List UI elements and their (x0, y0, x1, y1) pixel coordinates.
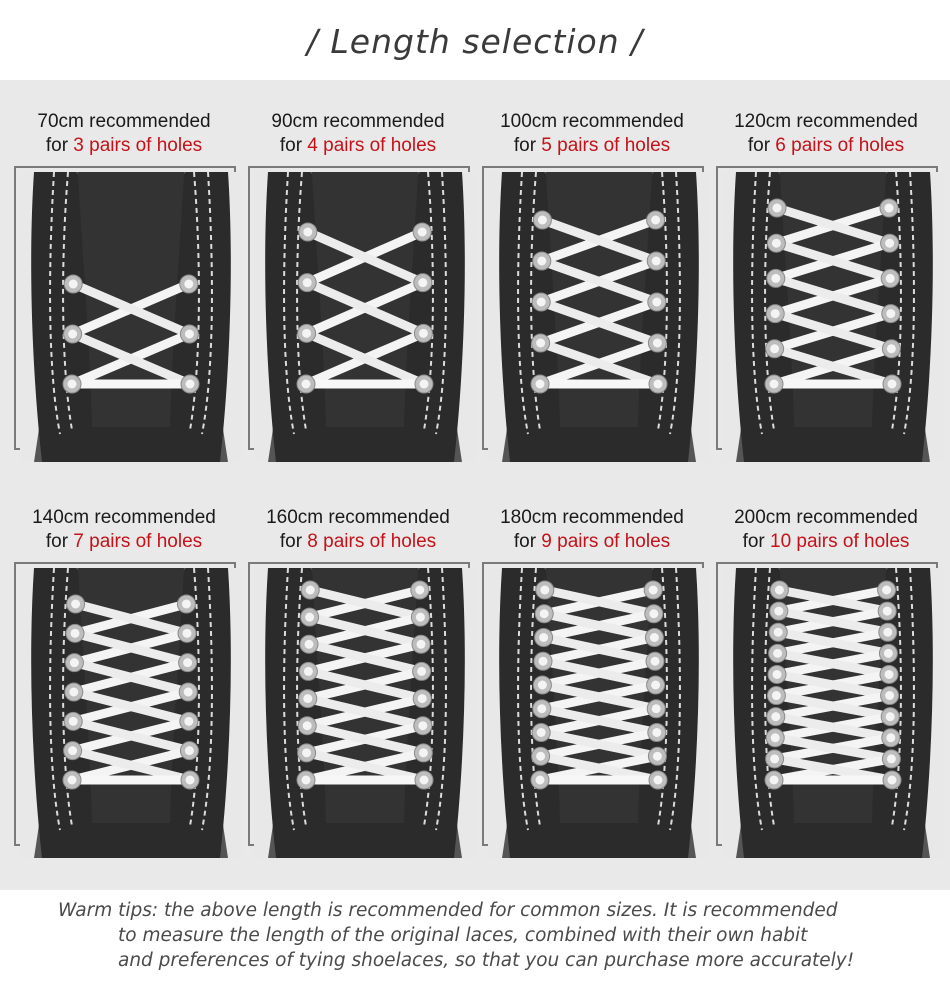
eyelet-hole (887, 754, 896, 763)
eyelet-hole (302, 329, 311, 338)
eyelet-hole (886, 733, 895, 742)
length-caption (10, 506, 238, 554)
eyelet-hole (69, 717, 78, 726)
eyelet-hole (537, 728, 546, 737)
eyelet-hole (419, 329, 428, 338)
eyelet-hole (537, 704, 546, 713)
for-label: for (742, 531, 771, 552)
recommended-length: 70cm recommended (37, 111, 211, 132)
for-label: for (45, 135, 74, 156)
hole-count-line (244, 134, 472, 158)
pairs-of-holes: 7 pairs of holes (73, 531, 203, 552)
eyelet-hole (650, 633, 659, 642)
eyelet-hole (185, 746, 194, 755)
shoe-illustration (722, 172, 944, 462)
eyelet-hole (770, 754, 779, 763)
eyelet-hole (775, 586, 784, 595)
eyelet-hole (773, 670, 782, 679)
eyelet-hole (886, 712, 895, 721)
length-card (10, 110, 238, 490)
eyelet-hole (183, 629, 192, 638)
eyelet-hole (303, 278, 312, 287)
length-card (10, 506, 238, 886)
eyelet-hole (71, 629, 80, 638)
length-card (712, 506, 940, 886)
eyelet-hole (771, 733, 780, 742)
hole-count-line (10, 134, 238, 158)
eyelet-hole (538, 681, 547, 690)
tips-line-1: Warm tips: the above length is recommended for common sizes. It is recommended (58, 900, 838, 921)
recommended-length: 120cm recommended (734, 111, 918, 132)
for-label: for (513, 135, 542, 156)
eyelet-hole (302, 776, 311, 785)
eyelet-hole (883, 628, 892, 637)
shoe-icon (20, 568, 242, 858)
pairs-of-holes: 10 pairs of holes (770, 531, 910, 552)
shoe-illustration (488, 568, 710, 858)
length-caption (712, 506, 940, 554)
eyelet-hole (772, 239, 781, 248)
eyelet-hole (538, 216, 547, 225)
eyelet-hole (771, 712, 780, 721)
eyelet-hole (536, 380, 545, 389)
length-caption (712, 110, 940, 158)
eyelet-hole (302, 380, 311, 389)
length-card (478, 110, 706, 490)
eyelet-hole (69, 280, 78, 289)
eyelet-hole (186, 380, 195, 389)
eyelet-hole (773, 649, 782, 658)
eyelet-hole (653, 339, 662, 348)
length-caption (10, 110, 238, 158)
eyelet-hole (306, 586, 315, 595)
eyelet-hole (772, 691, 781, 700)
eyelet-hole (883, 607, 892, 616)
shoe-tongue (78, 172, 184, 427)
eyelet-hole (652, 704, 661, 713)
shoe-illustration (20, 172, 242, 462)
eyelet-hole (415, 586, 424, 595)
hole-count-line (712, 530, 940, 554)
eyelet-hole (773, 204, 782, 213)
eyelet-hole (303, 228, 312, 237)
tips-line-3: and preferences of tying shoelaces, so that you can purchase more accurately! (118, 950, 855, 971)
eyelet-hole (885, 670, 894, 679)
hole-count-line (478, 134, 706, 158)
eyelet-hole (69, 688, 78, 697)
eyelet-hole (884, 649, 893, 658)
eyelet-hole (649, 586, 658, 595)
eyelet-hole (70, 658, 79, 667)
eyelet-hole (886, 274, 895, 283)
eyelet-hole (651, 216, 660, 225)
eyelet-hole (888, 380, 897, 389)
pairs-of-holes: 4 pairs of holes (307, 135, 437, 156)
shoe-icon (254, 568, 476, 858)
eyelet-hole (537, 257, 546, 266)
tips-line-2: to measure the length of the original laces, combined with their own habit (118, 925, 808, 946)
for-label: for (279, 531, 308, 552)
shoe-icon (254, 172, 476, 462)
eyelet-hole (417, 667, 426, 676)
eyelet-hole (537, 298, 546, 307)
eyelet-hole (649, 609, 658, 618)
length-caption (478, 110, 706, 158)
eyelet-hole (418, 694, 427, 703)
eyelet-hole (68, 330, 77, 339)
eyelet-hole (539, 633, 548, 642)
eyelet-hole (184, 280, 193, 289)
eyelet-hole (71, 600, 80, 609)
for-label: for (513, 531, 542, 552)
eyelet-hole (420, 776, 429, 785)
eyelet-hole (887, 344, 896, 353)
eyelet-hole (771, 309, 780, 318)
eyelet-hole (186, 776, 195, 785)
shoe-illustration (20, 568, 242, 858)
eyelet-hole (888, 776, 897, 785)
shoe-illustration (488, 172, 710, 462)
recommended-length: 200cm recommended (734, 507, 918, 528)
eyelet-hole (184, 717, 193, 726)
shoe-illustration (722, 568, 944, 858)
eyelet-hole (182, 600, 191, 609)
eyelet-hole (886, 309, 895, 318)
length-caption (244, 506, 472, 554)
eyelet-hole (536, 339, 545, 348)
eyelet-hole (652, 728, 661, 737)
length-caption (244, 110, 472, 158)
eyelet-hole (418, 278, 427, 287)
eyelet-hole (774, 628, 783, 637)
eyelet-hole (885, 239, 894, 248)
eyelet-hole (302, 748, 311, 757)
eyelet-hole (536, 776, 545, 785)
shoe-tongue (312, 172, 418, 427)
eyelet-hole (654, 776, 663, 785)
shoe-icon (722, 568, 944, 858)
eyelet-hole (771, 274, 780, 283)
eyelet-hole (651, 681, 660, 690)
recommended-length: 160cm recommended (266, 507, 450, 528)
shoe-illustration (254, 172, 476, 462)
eyelet-hole (774, 607, 783, 616)
eyelet-hole (652, 257, 661, 266)
hole-count-line (10, 530, 238, 554)
hole-count-line (244, 530, 472, 554)
recommended-length: 90cm recommended (271, 111, 445, 132)
length-card (478, 506, 706, 886)
hole-count-line (478, 530, 706, 554)
eyelet-hole (416, 613, 425, 622)
length-card (244, 110, 472, 490)
eyelet-hole (303, 721, 312, 730)
eyelet-hole (770, 344, 779, 353)
eyelet-hole (653, 752, 662, 761)
length-card (244, 506, 472, 886)
eyelet-hole (304, 667, 313, 676)
pairs-of-holes: 3 pairs of holes (73, 135, 203, 156)
eyelet-hole (184, 688, 193, 697)
length-caption (478, 506, 706, 554)
eyelet-hole (654, 380, 663, 389)
eyelet-hole (418, 228, 427, 237)
shoe-icon (488, 172, 710, 462)
eyelet-hole (419, 748, 428, 757)
eyelet-hole (536, 752, 545, 761)
shoe-illustration (254, 568, 476, 858)
eyelet-hole (652, 298, 661, 307)
eyelet-hole (305, 640, 314, 649)
for-label: for (45, 531, 74, 552)
eyelet-hole (418, 721, 427, 730)
for-label: for (279, 135, 308, 156)
pairs-of-holes: 5 pairs of holes (541, 135, 671, 156)
eyelet-hole (185, 330, 194, 339)
pairs-of-holes: 8 pairs of holes (307, 531, 437, 552)
recommended-length: 100cm recommended (500, 111, 684, 132)
eyelet-hole (420, 380, 429, 389)
eyelet-hole (651, 657, 660, 666)
eyelet-hole (183, 658, 192, 667)
eyelet-hole (68, 746, 77, 755)
eyelet-hole (770, 776, 779, 785)
eyelet-hole (882, 586, 891, 595)
eyelet-hole (539, 657, 548, 666)
eyelet-hole (885, 204, 894, 213)
eyelet-hole (305, 613, 314, 622)
hole-count-line (712, 134, 940, 158)
page-title: / Length selection / (306, 22, 644, 61)
length-card (712, 110, 940, 490)
recommended-length: 180cm recommended (500, 507, 684, 528)
shoe-icon (722, 172, 944, 462)
eyelet-hole (68, 380, 77, 389)
eyelet-hole (885, 691, 894, 700)
eyelet-hole (540, 586, 549, 595)
shoe-icon (488, 568, 710, 858)
recommended-length: 140cm recommended (32, 507, 216, 528)
pairs-of-holes: 9 pairs of holes (541, 531, 671, 552)
for-label: for (747, 135, 776, 156)
eyelet-hole (303, 694, 312, 703)
shoe-icon (20, 172, 242, 462)
eyelet-hole (417, 640, 426, 649)
eyelet-hole (540, 609, 549, 618)
shoe-tongue (546, 172, 652, 427)
eyelet-hole (68, 776, 77, 785)
pairs-of-holes: 6 pairs of holes (775, 135, 905, 156)
eyelet-hole (770, 380, 779, 389)
